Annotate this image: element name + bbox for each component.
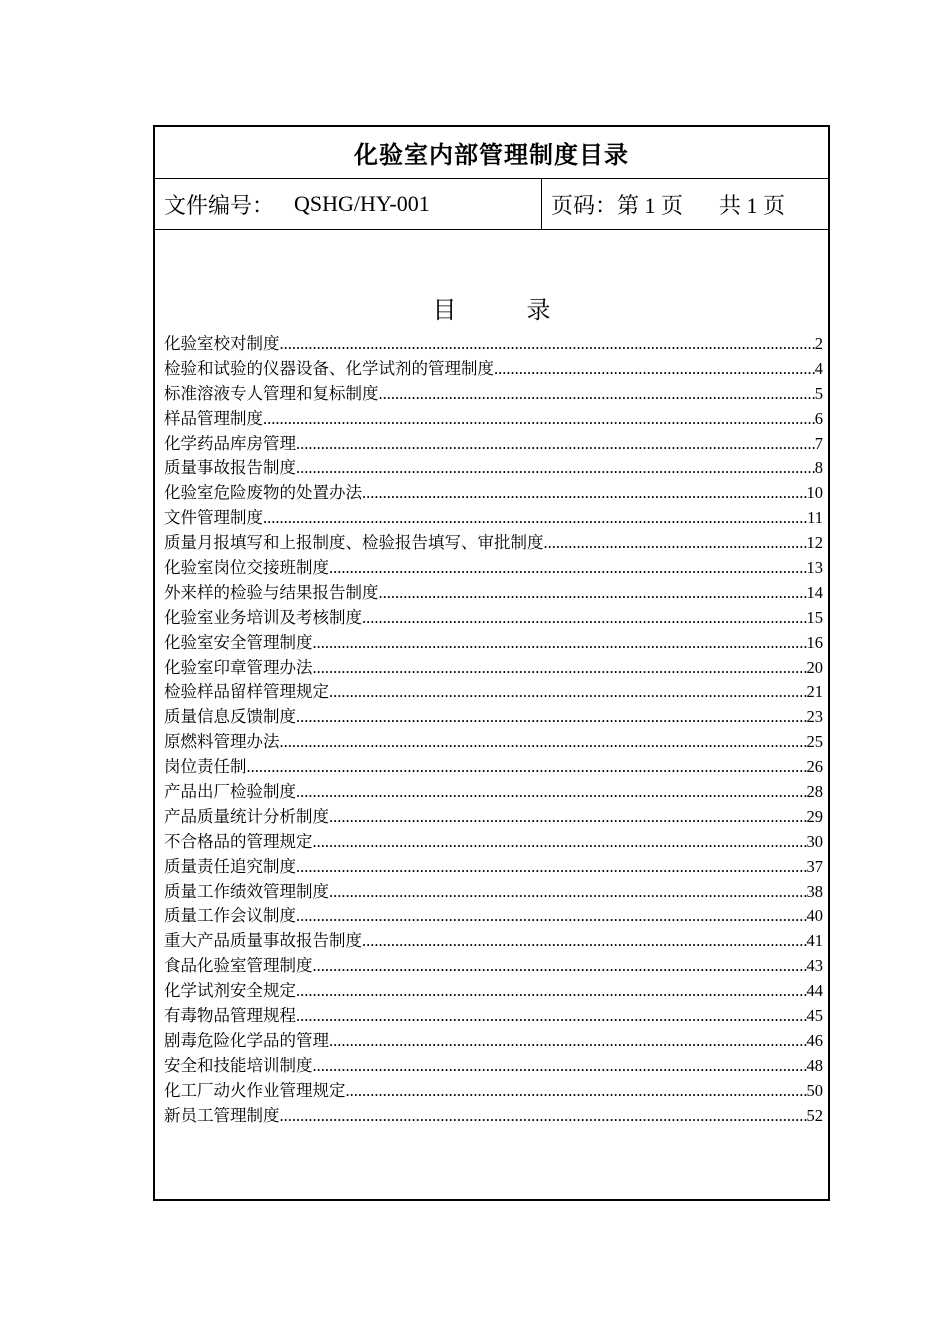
- toc-dot-leader: [362, 606, 807, 631]
- toc-entry-page: 15: [806, 607, 823, 627]
- toc-entry[interactable]: [164, 606, 823, 631]
- toc-entry[interactable]: [164, 531, 823, 556]
- toc-entry[interactable]: [164, 631, 823, 656]
- toc-dot-leader: [329, 680, 807, 705]
- toc-dot-leader: [296, 904, 807, 929]
- toc-entry-page: 10: [806, 483, 823, 503]
- toc-entry-page: 44: [806, 981, 823, 1001]
- toc-entry-title: 产品出厂检验制度: [164, 782, 296, 802]
- toc-entry[interactable]: [164, 880, 823, 905]
- toc-entry-page: 29: [806, 806, 823, 826]
- toc-entry[interactable]: [164, 332, 823, 357]
- toc-entry[interactable]: [164, 730, 823, 755]
- toc-dot-leader: [296, 1004, 807, 1029]
- toc-entry-title: 安全和技能培训制度: [164, 1055, 313, 1075]
- toc-entry-title: 文件管理制度: [164, 508, 263, 528]
- toc-entry-page: 4: [814, 358, 823, 378]
- toc-list: [164, 332, 823, 1129]
- toc-entry-title: 化验室业务培训及考核制度: [164, 607, 362, 627]
- toc-entry[interactable]: [164, 780, 823, 805]
- toc-entry-title: 岗位责任制: [164, 757, 247, 777]
- toc-entry-page: 16: [806, 632, 823, 652]
- toc-dot-leader: [296, 456, 815, 481]
- toc-entry-page: 25: [806, 732, 823, 752]
- toc-entry-title: 质量责任追究制度: [164, 856, 296, 876]
- toc-entry[interactable]: [164, 1029, 823, 1054]
- toc-entry-title: 化验室印章管理办法: [164, 657, 313, 677]
- toc-entry-page: 2: [814, 334, 823, 353]
- toc-dot-leader: [329, 556, 807, 581]
- toc-dot-leader: [280, 1104, 807, 1129]
- toc-entry-title: 化验室安全管理制度: [164, 632, 313, 652]
- toc-entry-page: 52: [806, 1105, 823, 1125]
- toc-entry[interactable]: [164, 805, 823, 830]
- toc-entry-page: 28: [806, 782, 823, 802]
- toc-entry-title: 有毒物品管理规程: [164, 1006, 296, 1026]
- total-pages-label: 共 1 页: [719, 192, 786, 218]
- toc-entry[interactable]: [164, 979, 823, 1004]
- toc-entry-title: 新员工管理制度: [164, 1105, 280, 1125]
- toc-entry[interactable]: [164, 456, 823, 481]
- toc-entry-page: 12: [806, 533, 823, 553]
- toc-dot-leader: [313, 656, 807, 681]
- toc-entry-page: 13: [806, 558, 823, 578]
- toc-heading-right: 录: [526, 298, 551, 324]
- toc-entry[interactable]: [164, 432, 823, 457]
- toc-dot-leader: [263, 407, 815, 432]
- toc-entry-title: 重大产品质量事故报告制度: [164, 931, 362, 951]
- toc-dot-leader: [362, 481, 807, 506]
- toc-entry[interactable]: [164, 556, 823, 581]
- toc-entry[interactable]: [164, 1054, 823, 1079]
- toc-dot-leader: [494, 357, 815, 382]
- toc-entry[interactable]: [164, 1104, 823, 1129]
- toc-entry[interactable]: [164, 382, 823, 407]
- toc-entry-title: 不合格品的管理规定: [164, 831, 313, 851]
- toc-entry-title: 化工厂动火作业管理规定: [164, 1080, 346, 1100]
- toc-dot-leader: [263, 506, 807, 531]
- toc-dot-leader: [313, 631, 807, 656]
- toc-entry[interactable]: [164, 705, 823, 730]
- toc-entry-title: 质量月报填写和上报制度、检验报告填写、审批制度: [164, 533, 544, 553]
- toc-entry-title: 化验室危险废物的处置办法: [164, 483, 362, 503]
- toc-entry-title: 外来样的检验与结果报告制度: [164, 582, 379, 602]
- toc-entry-page: 23: [806, 707, 823, 727]
- toc-entry[interactable]: [164, 680, 823, 705]
- toc-entry-title: 质量事故报告制度: [164, 458, 296, 478]
- toc-entry-title: 检验样品留样管理规定: [164, 682, 329, 702]
- toc-entry-title: 质量工作绩效管理制度: [164, 881, 329, 901]
- file-number-value: QSHG/HY-001: [294, 191, 430, 216]
- toc-entry-page: 45: [806, 1006, 823, 1026]
- page-number-label: 页码：第 1 页: [551, 192, 684, 218]
- file-number-cell: [155, 179, 542, 229]
- toc-entry[interactable]: [164, 1004, 823, 1029]
- toc-entry[interactable]: [164, 755, 823, 780]
- toc-entry-page: 40: [806, 906, 823, 926]
- toc-entry-page: 14: [806, 582, 823, 602]
- toc-entry-page: 5: [814, 383, 823, 403]
- toc-dot-leader: [296, 705, 807, 730]
- document-info-row: [155, 179, 828, 230]
- toc-entry-title: 食品化验室管理制度: [164, 956, 313, 976]
- toc-dot-leader: [313, 954, 807, 979]
- toc-dot-leader: [247, 755, 807, 780]
- toc-entry[interactable]: [164, 830, 823, 855]
- toc-dot-leader: [329, 1029, 807, 1054]
- toc-dot-leader: [296, 432, 815, 457]
- toc-dot-leader: [379, 382, 815, 407]
- toc-dot-leader: [296, 780, 807, 805]
- toc-entry[interactable]: [164, 407, 823, 432]
- document-frame: [153, 125, 830, 1201]
- document-title: 化验室内部管理制度目录: [155, 127, 828, 179]
- toc-dot-leader: [296, 979, 807, 1004]
- toc-entry-page: 26: [806, 757, 823, 777]
- toc-entry-page: 20: [806, 657, 823, 677]
- toc-entry-page: 38: [806, 881, 823, 901]
- toc-entry-title: 检验和试验的仪器设备、化学试剂的管理制度: [164, 358, 494, 378]
- toc-entry-title: 质量信息反馈制度: [164, 707, 296, 727]
- toc-entry[interactable]: [164, 904, 823, 929]
- toc-entry[interactable]: [164, 481, 823, 506]
- toc-dot-leader: [346, 1079, 807, 1104]
- file-number-label: 文件编号：: [164, 192, 275, 218]
- toc-entry-page: 48: [806, 1055, 823, 1075]
- toc-dot-leader: [379, 581, 807, 606]
- toc-entry[interactable]: [164, 506, 823, 531]
- toc-entry-title: 化验室校对制度: [164, 334, 280, 353]
- toc-entry[interactable]: [164, 929, 823, 954]
- toc-entry[interactable]: [164, 581, 823, 606]
- toc-entry-title: 化学试剂安全规定: [164, 981, 296, 1001]
- toc-entry-page: 8: [814, 458, 823, 478]
- toc-dot-leader: [280, 730, 807, 755]
- toc-entry-page: 46: [806, 1030, 823, 1050]
- toc-entry-page: 21: [806, 682, 823, 702]
- toc-entry-title: 剧毒危险化学品的管理: [164, 1030, 329, 1050]
- toc-dot-leader: [313, 830, 807, 855]
- toc-dot-leader: [296, 855, 807, 880]
- toc-dot-leader: [544, 531, 807, 556]
- toc-entry[interactable]: [164, 954, 823, 979]
- toc-entry-page: 37: [806, 856, 823, 876]
- toc-dot-leader: [362, 929, 807, 954]
- toc-dot-leader: [329, 805, 807, 830]
- toc-entry-page: 41: [806, 931, 823, 951]
- toc-entry-page: 11: [807, 508, 823, 528]
- toc-entry-title: 原燃料管理办法: [164, 732, 280, 752]
- toc-entry-page: 43: [806, 956, 823, 976]
- toc-entry-title: 样品管理制度: [164, 408, 263, 428]
- toc-entry[interactable]: [164, 357, 823, 382]
- toc-entry[interactable]: [164, 1079, 823, 1104]
- toc-dot-leader: [280, 332, 815, 357]
- toc-entry[interactable]: [164, 855, 823, 880]
- toc-dot-leader: [313, 1054, 807, 1079]
- toc-entry-title: 化学药品库房管理: [164, 433, 296, 453]
- toc-entry-title: 化验室岗位交接班制度: [164, 558, 329, 578]
- toc-entry-page: 6: [814, 408, 823, 428]
- toc-entry-title: 产品质量统计分析制度: [164, 806, 329, 826]
- toc-heading-left: 目: [432, 298, 457, 324]
- toc-entry[interactable]: [164, 656, 823, 681]
- toc-dot-leader: [329, 880, 807, 905]
- page-number-cell: [542, 179, 828, 229]
- toc-entry-title: 质量工作会议制度: [164, 906, 296, 926]
- toc-entry-page: 30: [806, 831, 823, 851]
- toc-entry-title: 标准溶液专人管理和复标制度: [164, 383, 379, 403]
- toc-entry-page: 50: [806, 1080, 823, 1100]
- toc-heading: [155, 290, 828, 325]
- toc-entry-page: 7: [814, 433, 823, 453]
